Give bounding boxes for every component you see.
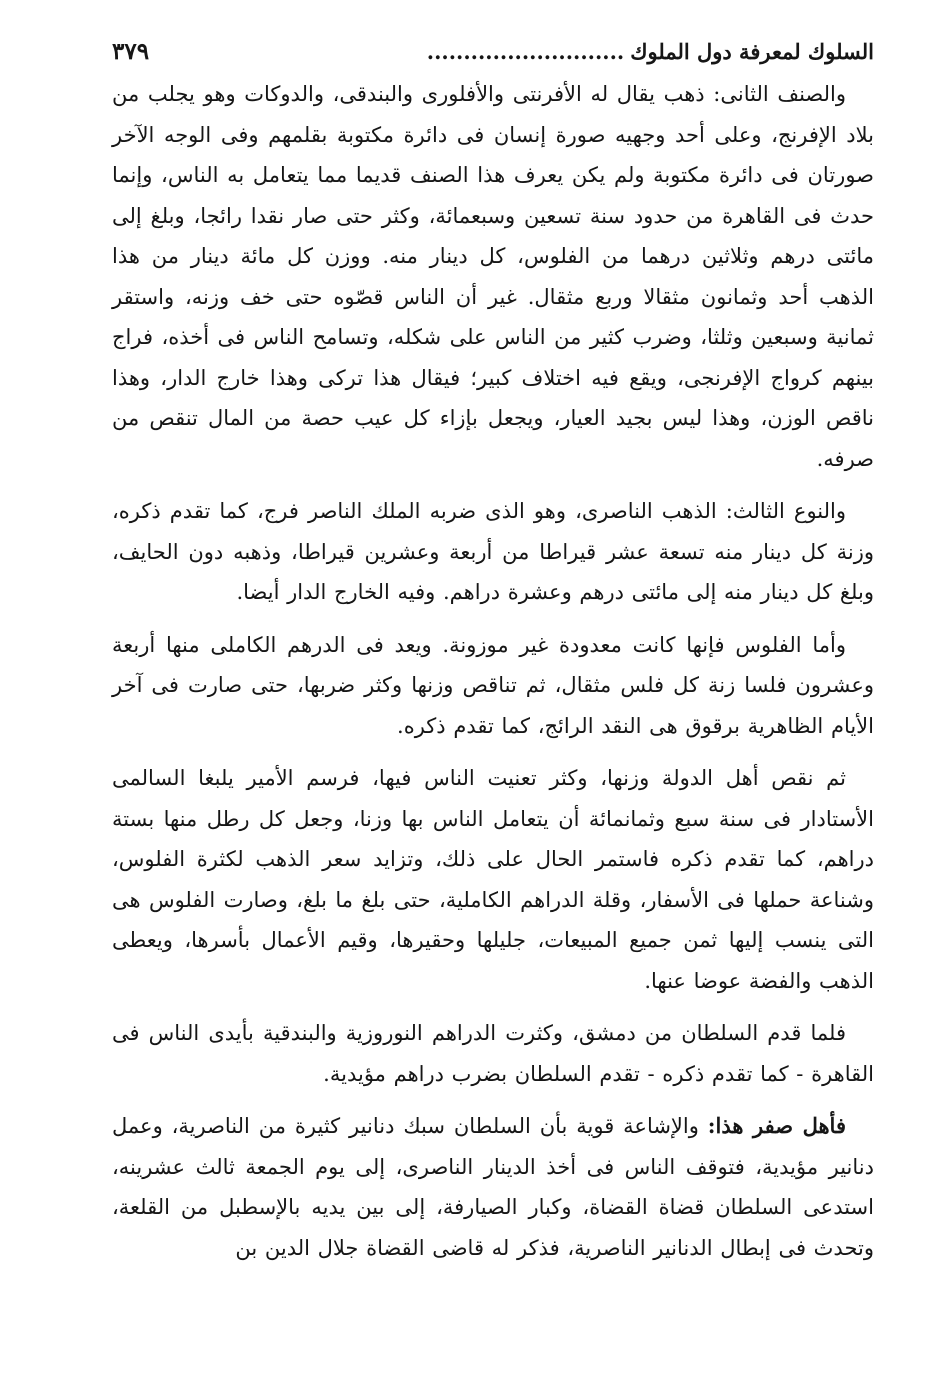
running-header	[112, 30, 874, 74]
paragraph-weight-reduction	[112, 758, 874, 1001]
paragraph-sultan-return	[112, 1013, 874, 1094]
paragraph-text: والإشاعة قوية بأن السلطان سبك دنانير كثيرة من الناصرية، وعمل دنانير مؤيدية، فتوقف الناس فى أخذ الدينار الناصرى، إلى يوم الجمعة ثالث عشرينه، استدعى السلطان قضاة القضاة، وكبار الصيارفة، إلى بين يديه بالإسطبل من القلعة، وتحدث فى إبطال الدنانير الناصرية، فذكر له قاضى القضاة جلال الدين بن	[112, 1114, 874, 1260]
paragraph-second-kind-gold	[112, 74, 874, 479]
book-title-text: السلوك لمعرفة دول الملوك	[630, 39, 874, 64]
leader-dots: ...........................	[426, 39, 625, 64]
paragraph-copper-coins	[112, 625, 874, 747]
paragraph-month-safar	[112, 1106, 874, 1268]
paragraph-text: ثم نقص أهل الدولة وزنها، وكثر تعنيت الناس فيها، فرسم الأمير يلبغا السالمى الأستادار فى سنة سبع وثمانمائة أن يتعامل الناس بها وزنا، وجعل كل رطل منها بستة دراهم، كما تقدم ذكره فاستمر الحال على ذلك، وتزايد سعر الذهب لكثرة الفلوس، وشناعة حملها فى الأسفار، وقلة الدراهم الكاملية، حتى بلغ ما بلغ، وصارت الفلوس هى التى ينسب إليها ثمن جميع المبيعات، جليلها وحقيرها، وقيم الأعمال بأسرها، ويعطى الذهب والفضة عوضا عنها.	[112, 766, 874, 993]
paragraph-third-kind-gold	[112, 491, 874, 613]
book-title	[427, 30, 874, 74]
document-page	[112, 30, 874, 1268]
paragraph-text: فلما قدم السلطان من دمشق، وكثرت الدراهم النوروزية والبندقية بأيدى الناس فى القاهرة - كما تقدم ذكره - تقدم السلطان بضرب دراهم مؤيدية.	[112, 1021, 874, 1086]
paragraph-lead: فأهل صفر هذا:	[707, 1113, 846, 1138]
page-number: ٣٧٩	[112, 38, 150, 65]
paragraph-text: وأما الفلوس فإنها كانت معدودة غير موزونة. ويعد فى الدرهم الكاملى منها أربعة وعشرون فلسا زنة كل فلس مثقال، ثم تناقص وزنها وكثر ضربها، حتى صارت فى آخر الأيام الظاهرية برقوق هى النقد الرائج، كما تقدم ذكره.	[112, 632, 874, 738]
paragraph-text: والصنف الثانى: ذهب يقال له الأفرنتى والأفلورى والبندقى، والدوكات وهو يجلب من بلاد الإفرنج، وعلى أحد وجهيه صورة إنسان فى دائرة مكتوبة بقلمهم وفى الوجه الآخر صورتان فى دائرة مكتوبة ولم يكن يعرف هذا الصنف قديما مما يتعامل به الناس، وإنما حدث فى القاهرة من حدود سنة تسعين وسبعمائة، وكثر حتى صار نقدا رائجا، وبلغ إلى مائتى درهم وثلاثين درهما من الفلوس، كل دينار منه. ووزن كل مائة دينار من هذا الذهب أحد وثمانون مثقالا وربع مثقال. غير أن الناس قصّوه حتى خف وزنه، واستقر ثمانية وسبعين وثلثا، وضرب كثير من الناس على شكله، وتسامح الناس فى أخذه، فراج بينهم كرواج الإفرنجى، ويقع فيه اختلاف كبير؛ فيقال هذا تركى وهذا خارج الدار، وهذا ناقص الوزن، وهذا ليس بجيد العيار، ويجعل بإزاء كل عيب حصة من المال تنقص من صرفه.	[112, 82, 874, 471]
paragraph-text: والنوع الثالث: الذهب الناصرى، وهو الذى ضربه الملك الناصر فرج، كما تقدم ذكره، وزنة كل دينار منه تسعة عشر قيراطا من أربعة وعشرين قيراطا، وذهبه دون الحايف، وبلغ كل دينار منه إلى مائتى درهم وعشرة دراهم. وفيه الخارج الدار أيضا.	[112, 499, 874, 604]
